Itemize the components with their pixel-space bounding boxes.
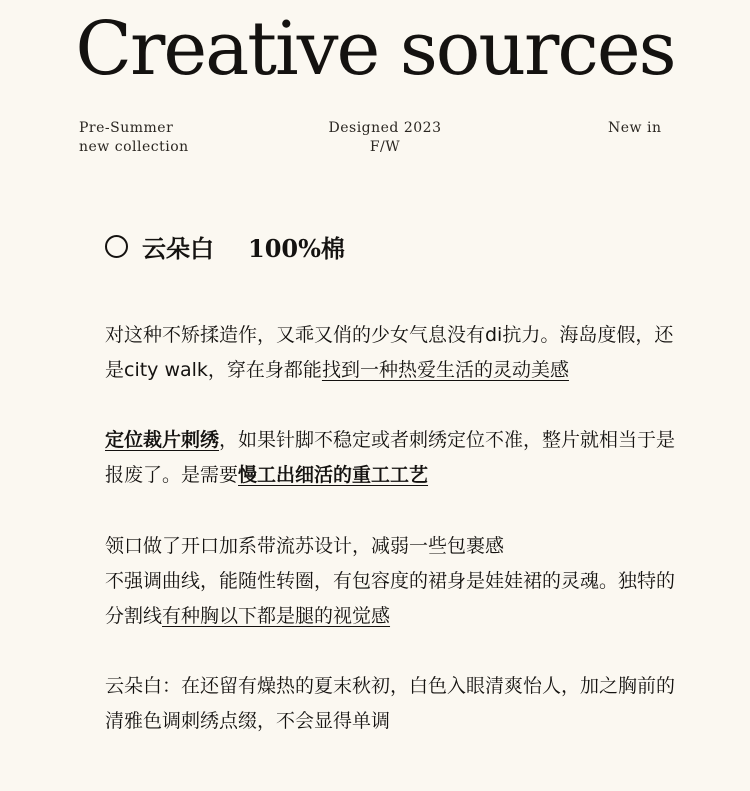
paragraph-style [105, 318, 725, 388]
paragraph-color [105, 669, 725, 739]
design-year-line2: F/W [369, 139, 401, 155]
text-plain: 是city walk，穿在身都能 [105, 359, 322, 381]
product-name: 云朵白 [142, 233, 214, 263]
design-year-label [300, 119, 470, 157]
paragraph-line [105, 458, 725, 493]
product-material: 100%棉 [248, 233, 345, 263]
text-plain: ，如果针脚不稳定或者刺绣定位不准，整片就相当于是 [219, 429, 676, 451]
text-plain: 报废了。是需要 [105, 464, 239, 486]
text-plain: 分割线 [105, 605, 163, 627]
paragraph-line: 不强调曲线，能随性转圈，有包容度的裙身是娃娃裙的灵魂。独特的 [105, 570, 676, 592]
paragraph-line [105, 353, 725, 388]
collection-label [79, 119, 189, 157]
design-year-line1: Designed 2023 [328, 120, 442, 136]
product-heading [105, 229, 345, 263]
paragraph-line [105, 599, 725, 634]
collection-label-line2: new collection [79, 139, 189, 155]
paragraph-craft [105, 423, 725, 493]
paragraph-design [105, 529, 725, 634]
text-bold-underlined: 慢工出细活的重工工艺 [238, 464, 429, 486]
paragraph-line: 对这种不矫揉造作，又乖又俏的少女气息没有di抗力。海岛度假，还 [105, 324, 674, 346]
text-bold-underlined: 定位裁片刺绣 [105, 429, 220, 451]
paragraph-line [105, 423, 725, 458]
collection-label-line1: Pre-Summer [79, 120, 174, 136]
paragraph-line: 云朵白：在还留有燥热的夏末秋初，白色入眼清爽怡人，加之胸前的 [105, 675, 676, 697]
hero-title: Creative sources [75, 6, 675, 92]
paragraph-line: 清雅色调刺绣点缀，不会显得单调 [105, 710, 391, 732]
new-in-label: New in [608, 120, 662, 136]
text-underlined: 找到一种热爱生活的灵动美感 [321, 359, 569, 381]
text-underlined: 有种胸以下都是腿的视觉感 [162, 605, 391, 627]
paragraph-line: 领口做了开口加系带流苏设计，减弱一些包裹感 [105, 535, 505, 557]
circle-icon [105, 235, 128, 258]
